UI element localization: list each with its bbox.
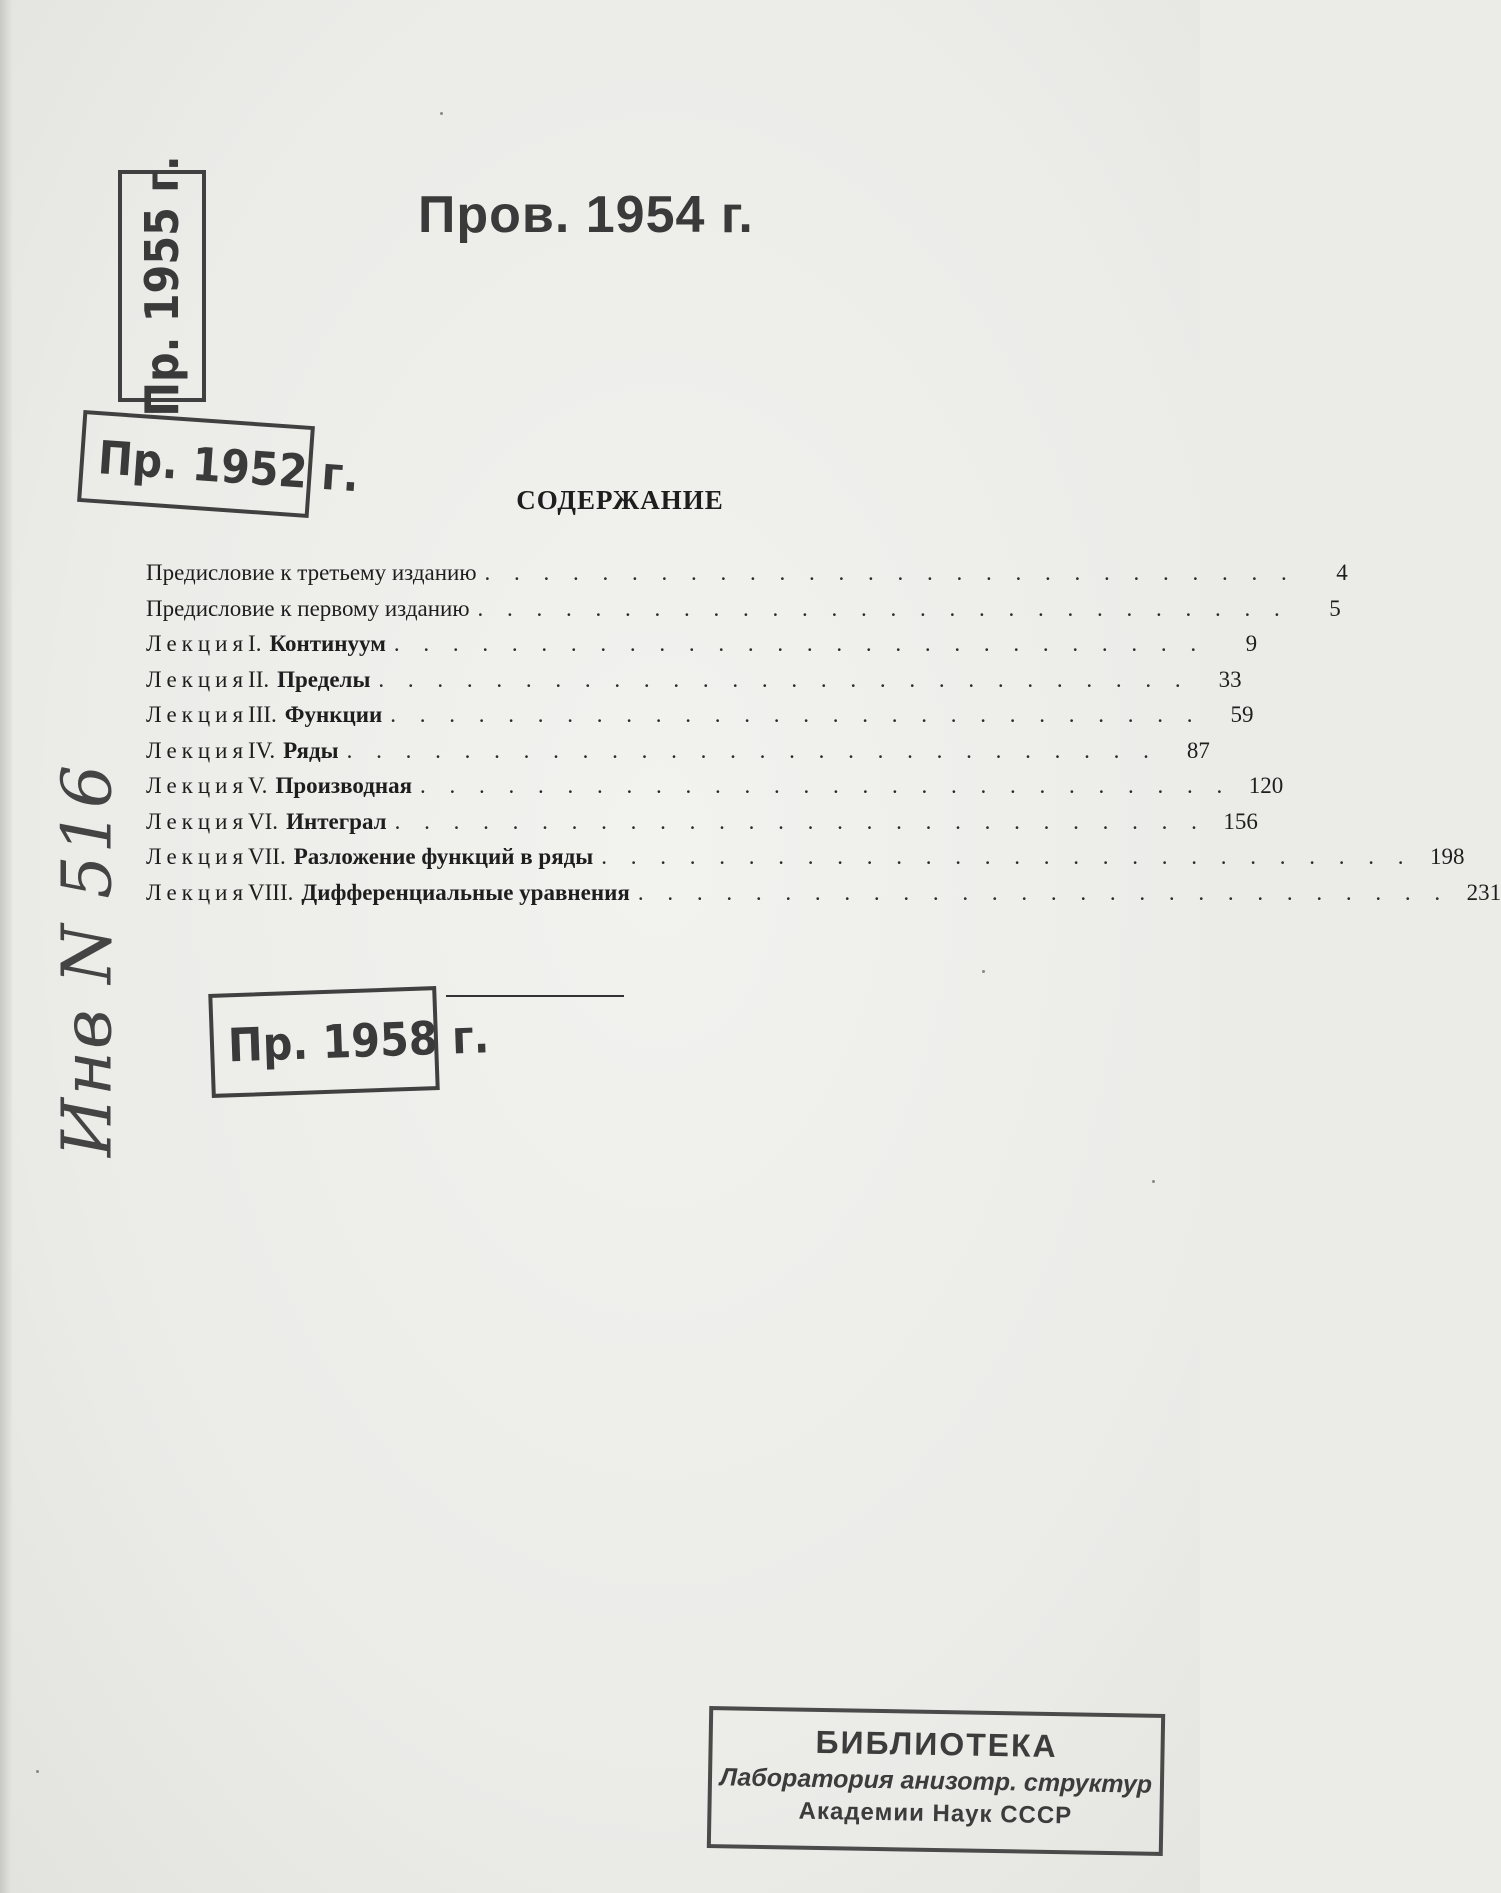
library-stamp-line2: Лаборатория анизотр. структур	[719, 1763, 1153, 1799]
toc-page-number: 231	[1466, 879, 1501, 905]
lecture-prefix: Лекция	[146, 702, 249, 727]
toc-page-number: 156	[1223, 808, 1258, 834]
check-stamp-1952: Пр. 1952 г.	[77, 410, 315, 518]
lecture-prefix: Лекция	[146, 773, 249, 798]
toc-lecture-entry	[146, 702, 1254, 738]
lecture-title: Ряды	[283, 737, 339, 763]
prov-stamp: Пров. 1954 г.	[418, 186, 754, 244]
lecture-number: IV.	[248, 737, 276, 763]
handwritten-inventory-note: Инв N 516	[48, 762, 128, 1158]
library-stamp	[707, 1706, 1165, 1856]
toc-lecture-entry	[146, 737, 1210, 774]
toc-leader-dots: . . . . . . . . . . . . . . . . . . . . . . . . . . . .	[420, 773, 1232, 798]
paper-speck	[440, 112, 443, 115]
toc-leader-dots: . . . . . . . . . . . . . . . . . . . . . . . . . . . .	[394, 808, 1206, 834]
lecture-title: Функции	[284, 702, 383, 727]
paper-speck	[1152, 1180, 1155, 1183]
toc-leader-dots: . . . . . . . . . . . . . . . . . . . . . . . . . . . .	[637, 879, 1450, 905]
lecture-title: Разложение функций в ряды	[293, 844, 594, 869]
lecture-prefix: Лекция	[146, 879, 249, 905]
table-of-contents	[146, 560, 1501, 915]
lecture-title: Пределы	[277, 666, 371, 692]
toc-leader-dots: . . . . . . . . . . . . . . . . . . . . . . . . . . . .	[601, 844, 1413, 869]
lecture-number: VIII.	[248, 879, 294, 905]
lecture-number: I.	[248, 631, 262, 656]
lecture-prefix: Лекция	[146, 808, 249, 834]
toc-leader-dots: . . . . . . . . . . . . . . . . . . . . . . . . . . . .	[378, 666, 1190, 692]
toc-page-number: 5	[1329, 595, 1341, 621]
toc-heading: СОДЕРЖАНИЕ	[516, 485, 724, 515]
toc-page-number: 120	[1248, 773, 1284, 798]
check-stamp-1958: Пр. 1958 г.	[208, 986, 439, 1098]
toc-leader-dots: . . . . . . . . . . . . . . . . . . . . . . . . . . . .	[393, 631, 1206, 656]
toc-entry	[146, 560, 1348, 596]
library-stamp-line1: БИБЛИОТЕКА	[815, 1723, 1058, 1765]
toc-lecture-entry	[146, 844, 1465, 880]
toc-page-number: 9	[1245, 631, 1258, 656]
toc-lecture-entry	[146, 808, 1258, 845]
page-edge-shadow	[0, 0, 12, 1893]
lecture-number: VII.	[248, 844, 286, 869]
lecture-number: VI.	[248, 808, 279, 834]
toc-entry-title: Предисловие к третьему изданию	[146, 560, 477, 585]
lecture-prefix: Лекция	[146, 844, 249, 869]
toc-leader-dots: . . . . . . . . . . . . . . . . . . . . . . . . . . . .	[390, 702, 1202, 727]
vertical-stamp-text: Пр. 1955 г.	[135, 155, 189, 417]
toc-page-number: 59	[1230, 702, 1254, 727]
lecture-title: Интеграл	[286, 808, 387, 834]
toc-leader-dots: . . . . . . . . . . . . . . . . . . . . . . . . . . . .	[484, 560, 1296, 585]
lecture-title: Дифференциальные уравнения	[301, 879, 630, 905]
toc-lecture-entry	[146, 773, 1284, 809]
vertical-check-stamp	[118, 155, 206, 417]
toc-entry	[146, 595, 1341, 632]
toc-lecture-entry	[146, 879, 1501, 916]
lecture-prefix: Лекция	[146, 737, 249, 763]
toc-page-number: 198	[1430, 844, 1465, 869]
toc-page-number: 87	[1186, 737, 1210, 763]
lecture-prefix: Лекция	[146, 631, 249, 656]
toc-entry-title: Предисловие к первому изданию	[146, 595, 470, 621]
end-divider-line	[446, 995, 624, 997]
toc-page-number: 33	[1218, 666, 1242, 692]
lecture-number: V.	[248, 773, 268, 798]
lecture-prefix: Лекция	[146, 666, 249, 692]
paper-speck	[36, 1770, 39, 1773]
toc-page-number: 4	[1336, 560, 1348, 585]
lecture-title: Континуум	[269, 631, 386, 656]
lecture-number: III.	[248, 702, 277, 727]
toc-lecture-entry	[146, 666, 1242, 703]
toc-leader-dots: . . . . . . . . . . . . . . . . . . . . . . . . . . . .	[477, 595, 1289, 621]
paper-speck	[982, 970, 985, 973]
toc-leader-dots: . . . . . . . . . . . . . . . . . . . . . . . . . . . .	[346, 737, 1158, 763]
toc-lecture-entry	[146, 631, 1258, 667]
library-stamp-line3: Академии Наук СССР	[798, 1797, 1073, 1830]
lecture-title: Производная	[275, 773, 413, 798]
lecture-number: II.	[248, 666, 270, 692]
